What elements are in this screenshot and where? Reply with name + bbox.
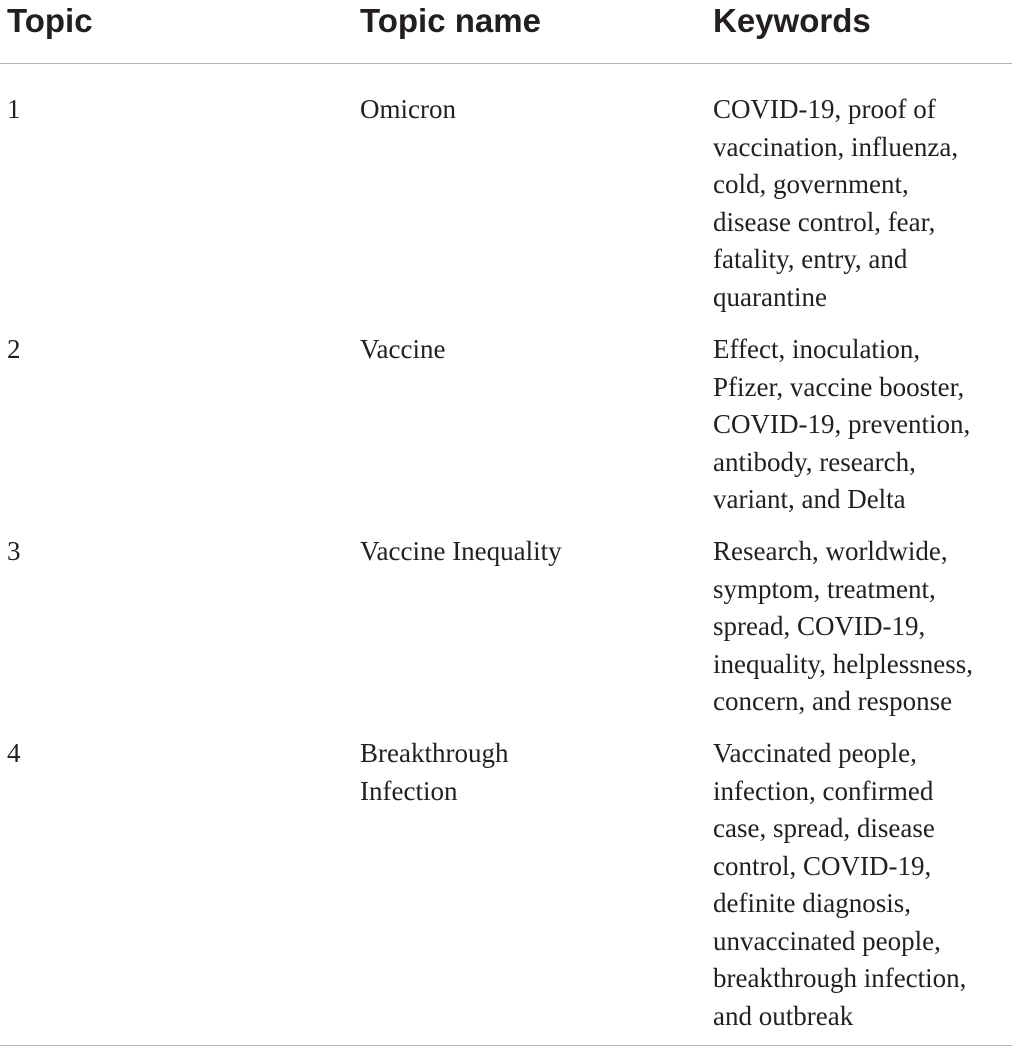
- header-topic-name: Topic name: [360, 2, 541, 39]
- table-header-row: [0, 0, 1012, 64]
- keyword-line: inequality, helplessness,: [713, 648, 973, 679]
- keyword-line: vaccination, influenza,: [713, 131, 959, 162]
- keyword-line: Vaccinated people,: [713, 738, 917, 768]
- keyword-line: disease control, fear,: [713, 206, 936, 237]
- topic-name-line: Vaccine: [360, 334, 446, 364]
- table-row: [0, 735, 1012, 1045]
- table-row: [0, 91, 1012, 331]
- keyword-line: Research, worldwide,: [713, 536, 948, 566]
- keyword-line: COVID-19, proof of: [713, 94, 936, 124]
- keyword-line: case, spread, disease: [713, 813, 935, 843]
- topic-number: 1: [7, 94, 21, 124]
- keyword-line: infection, confirmed: [713, 775, 934, 806]
- keyword-line: fatality, entry, and: [713, 244, 908, 274]
- keyword-line: breakthrough infection,: [713, 963, 967, 993]
- header-keywords: Keywords: [713, 2, 871, 39]
- topic-name: [360, 331, 660, 369]
- topic-name: [360, 735, 660, 810]
- keyword-line: spread, COVID-19,: [713, 611, 926, 641]
- topic-number: 4: [7, 738, 21, 768]
- keyword-line: quarantine: [713, 281, 827, 312]
- keyword-line: Effect, inoculation,: [713, 334, 921, 364]
- keyword-line: symptom, treatment,: [713, 573, 936, 604]
- keyword-line: control, COVID-19,: [713, 850, 932, 881]
- topic-keywords: [713, 735, 1013, 1035]
- table-row: [0, 331, 1012, 533]
- topic-number: 3: [7, 536, 21, 566]
- keyword-line: COVID-19, prevention,: [713, 409, 971, 439]
- table-body: [0, 91, 1012, 1046]
- keyword-line: and outbreak: [713, 1000, 854, 1031]
- keyword-line: unvaccinated people,: [713, 925, 941, 956]
- topic-name-line: Omicron: [360, 94, 456, 124]
- keyword-line: concern, and response: [713, 686, 953, 716]
- table-row: [0, 533, 1012, 735]
- topic-name: [360, 533, 660, 571]
- keyword-line: definite diagnosis,: [713, 888, 911, 918]
- topic-name: [360, 91, 660, 129]
- keyword-line: Pfizer, vaccine booster,: [713, 371, 965, 402]
- topic-keywords: [713, 331, 1013, 519]
- topic-number: 2: [7, 334, 21, 364]
- topic-name-line: Vaccine Inequality: [360, 536, 562, 566]
- keyword-line: variant, and Delta: [713, 484, 906, 514]
- topic-name-line: Breakthrough: [360, 738, 509, 768]
- topic-keywords: [713, 91, 1013, 316]
- topic-name-line: Infection: [360, 775, 458, 806]
- keyword-line: cold, government,: [713, 169, 909, 199]
- keyword-line: antibody, research,: [713, 446, 916, 477]
- header-topic: Topic: [7, 2, 93, 39]
- topic-keywords: [713, 533, 1013, 721]
